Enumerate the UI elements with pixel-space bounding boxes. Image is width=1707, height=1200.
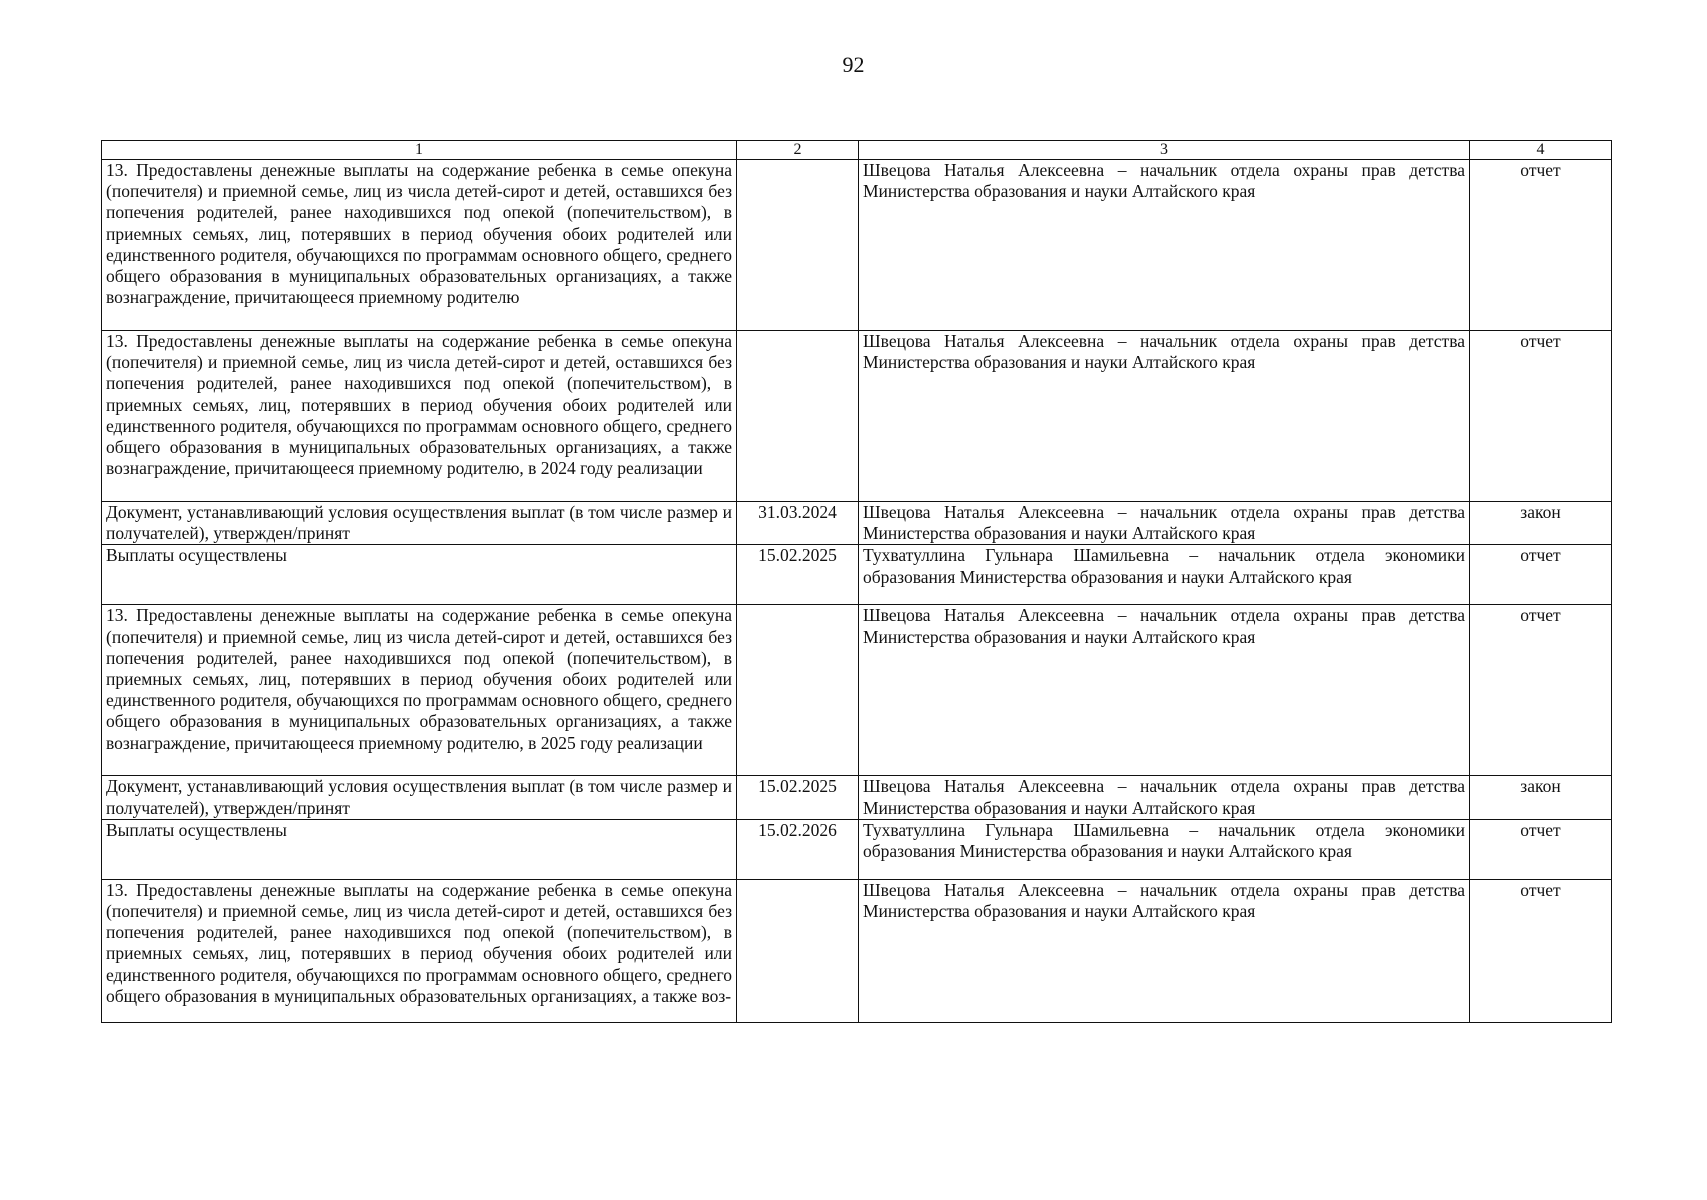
deadline-cell: 15.02.2025 bbox=[737, 776, 859, 819]
table-row bbox=[102, 160, 1612, 331]
table-row bbox=[102, 605, 1612, 776]
document-type-cell: отчет bbox=[1470, 331, 1612, 502]
measure-name-cell: 13. Предоставлены денежные выплаты на содержание ребенка в семье опекуна (попечителя) и приемной семье, лиц из числа детей-сирот и детей, оставшихся без попечения родителей, ранее находившихся под опекой (попечительством), в приемных семьях, лиц, потерявших в период обучения обоих родителей или единственного родителя, обучающихся по программам основного общего, среднего общего образования в муниципальных образовательных организациях, а также вознаграждение, причитающееся приемному родителю, в 2024 году реализации bbox=[102, 331, 737, 502]
measure-name-cell: 13. Предоставлены денежные выплаты на содержание ребенка в семье опекуна (попечителя) и приемной семье, лиц из числа детей-сирот и детей, оставшихся без попечения родителей, ранее находившихся под опекой (попечительством), в приемных семьях, лиц, потерявших в период обучения обоих родителей или единственного родителя, обучающихся по программам основного общего, среднего общего образования в муниципальных образовательных организациях, а также вознаграждение, причитающееся приемному родителю, в 2025 году реализации bbox=[102, 605, 737, 776]
table-row bbox=[102, 819, 1612, 879]
measure-name-cell: Документ, устанавливающий условия осуществления выплат (в том числе размер и получателей), утвержден/принят bbox=[102, 776, 737, 819]
responsible-cell: Швецова Наталья Алексеевна – начальник отдела охраны прав детства Министерства образования и науки Алтайского края bbox=[859, 160, 1470, 331]
header-row bbox=[102, 141, 1612, 160]
measure-name-cell: Выплаты осуществлены bbox=[102, 819, 737, 879]
document-type-cell: отчет bbox=[1470, 879, 1612, 1022]
deadline-cell: 15.02.2026 bbox=[737, 819, 859, 879]
responsible-cell: Швецова Наталья Алексеевна – начальник отдела охраны прав детства Министерства образования и науки Алтайского края bbox=[859, 502, 1470, 545]
document-type-cell: отчет bbox=[1470, 819, 1612, 879]
header-col-1: 1 bbox=[102, 141, 737, 160]
deadline-cell bbox=[737, 605, 859, 776]
table-header bbox=[102, 141, 1612, 160]
deadline-cell bbox=[737, 879, 859, 1022]
responsible-cell: Швецова Наталья Алексеевна – начальник отдела охраны прав детства Министерства образования и науки Алтайского края bbox=[859, 879, 1470, 1022]
measure-name-cell: Документ, устанавливающий условия осуществления выплат (в том числе размер и получателей), утвержден/принят bbox=[102, 502, 737, 545]
measure-name-cell bbox=[102, 879, 737, 1022]
measures-table bbox=[101, 140, 1612, 1023]
header-col-4: 4 bbox=[1470, 141, 1612, 160]
header-col-3: 3 bbox=[859, 141, 1470, 160]
header-col-2: 2 bbox=[737, 141, 859, 160]
page-number: 92 bbox=[842, 52, 865, 77]
table-row bbox=[102, 776, 1612, 819]
document-type-cell: отчет bbox=[1470, 545, 1612, 605]
document-type-cell: закон bbox=[1470, 776, 1612, 819]
deadline-cell bbox=[737, 160, 859, 331]
deadline-cell bbox=[737, 331, 859, 502]
responsible-cell: Тухватуллина Гульнара Шамильевна – начальник отдела экономики образования Министерства образования и науки Алтайского края bbox=[859, 819, 1470, 879]
document-type-cell: закон bbox=[1470, 502, 1612, 545]
table-row bbox=[102, 331, 1612, 502]
document-type-cell: отчет bbox=[1470, 160, 1612, 331]
table-row bbox=[102, 879, 1612, 1022]
responsible-cell: Швецова Наталья Алексеевна – начальник отдела охраны прав детства Министерства образования и науки Алтайского края bbox=[859, 605, 1470, 776]
document-type-cell: отчет bbox=[1470, 605, 1612, 776]
responsible-cell: Швецова Наталья Алексеевна – начальник отдела охраны прав детства Министерства образования и науки Алтайского края bbox=[859, 776, 1470, 819]
deadline-cell: 31.03.2024 bbox=[737, 502, 859, 545]
responsible-cell: Швецова Наталья Алексеевна – начальник отдела охраны прав детства Министерства образования и науки Алтайского края bbox=[859, 331, 1470, 502]
responsible-cell: Тухватуллина Гульнара Шамильевна – начальник отдела экономики образования Министерства образования и науки Алтайского края bbox=[859, 545, 1470, 605]
measure-name-cell: Выплаты осуществлены bbox=[102, 545, 737, 605]
deadline-cell: 15.02.2025 bbox=[737, 545, 859, 605]
table-row bbox=[102, 545, 1612, 605]
measure-name-cell: 13. Предоставлены денежные выплаты на содержание ребенка в семье опекуна (попечителя) и приемной семье, лиц из числа детей-сирот и детей, оставшихся без попечения родителей, ранее находившихся под опекой (попечительством), в приемных семьях, лиц, потерявших в период обучения обоих родителей или единственного родителя, обучающихся по программам основного общего, среднего общего образования в муниципальных образовательных организациях, а также вознаграждение, причитающееся приемному родителю bbox=[102, 160, 737, 331]
measure-name-text: 13. Предоставлены денежные выплаты на содержание ребенка в семье опекуна (попечителя) и приемной семье, лиц из числа детей-сирот и детей, оставшихся без попечения родителей, ранее находившихся под опекой (попечительством), в приемных семьях, лиц, потерявших в период обучения обоих родителей или единственного родителя, обучающихся по программам основного общего, среднего общего образования в муниципальных образовательных организациях, а также воз- bbox=[106, 879, 732, 1006]
table-body bbox=[102, 160, 1612, 1023]
table-row bbox=[102, 502, 1612, 545]
